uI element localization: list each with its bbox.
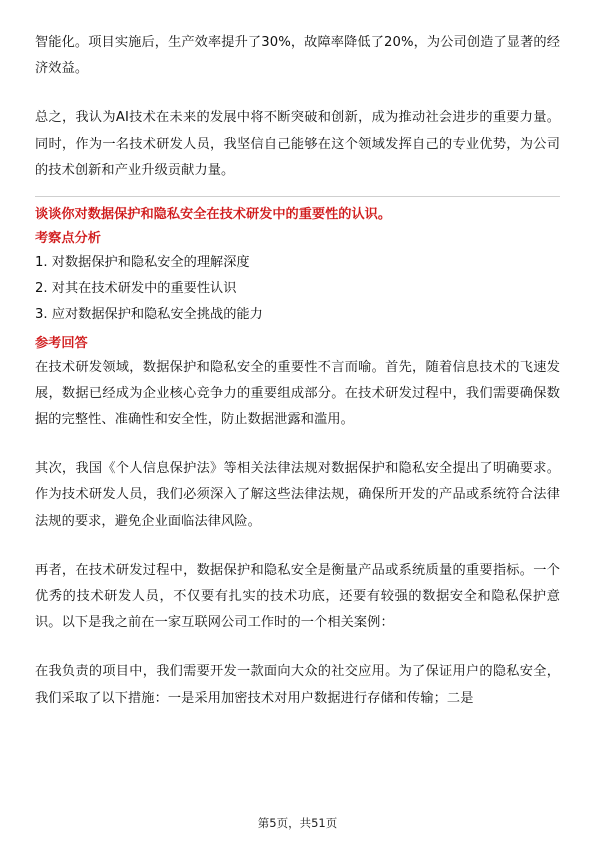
section-divider [35, 196, 560, 197]
analysis-item: 2. 对其在技术研发中的重要性认识 [35, 281, 237, 297]
answer-paragraph-1: 在技术研发领域，数据保护和隐私安全的重要性不言而喻。首先，随着信息技术的飞速发展，数据已经成为企业核心竞争力的重要组成部分。在技术研发过程中，我们需要确保数据的完整性、准确性和安全性，防止数据泄露和滥用。 [35, 359, 560, 428]
document-page [35, 30, 560, 712]
analysis-item: 1. 对数据保护和隐私安全的理解深度 [35, 255, 250, 271]
analysis-heading: 考察点分析 [35, 231, 101, 247]
analysis-list [35, 250, 560, 329]
question-title: 谈谈你对数据保护和隐私安全在技术研发中的重要性的认识。 [35, 207, 392, 223]
analysis-item: 3. 应对数据保护和隐私安全挑战的能力 [35, 307, 263, 323]
answer-heading: 参考回答 [35, 335, 88, 351]
page-footer: 第5页，共51页 [257, 816, 338, 830]
intro-paragraph-1: 智能化。项目实施后，生产效率提升了30%，故障率降低了20%，为公司创造了显著的经济效益。 [35, 35, 560, 77]
answer-paragraph-3: 再者，在技术研发过程中，数据保护和隐私安全是衡量产品或系统质量的重要指标。一个优秀的技术研发人员，不仅要有扎实的技术功底，还要有较强的数据安全和隐私保护意识。以下是我之前在一家互联网公司工作时的一个相关案例： [35, 562, 560, 631]
answer-paragraph-2: 其次，我国《个人信息保护法》等相关法律法规对数据保护和隐私安全提出了明确要求。作为技术研发人员，我们必须深入了解这些法律法规，确保所开发的产品或系统符合法律法规的要求，避免企业面临法律风险。 [35, 461, 560, 529]
intro-paragraph-2: 总之，我认为AI技术在未来的发展中将不断突破和创新，成为推动社会进步的重要力量。同时，作为一名技术研发人员，我坚信自己能够在这个领域发挥自己的专业优势，为公司的技术创新和产业升级贡献力量。 [35, 110, 560, 178]
answer-paragraph-4: 在我负责的项目中，我们需要开发一款面向大众的社交应用。为了保证用户的隐私安全，我们采取了以下措施：一是采用加密技术对用户数据进行存储和传输；二是 [35, 664, 560, 706]
